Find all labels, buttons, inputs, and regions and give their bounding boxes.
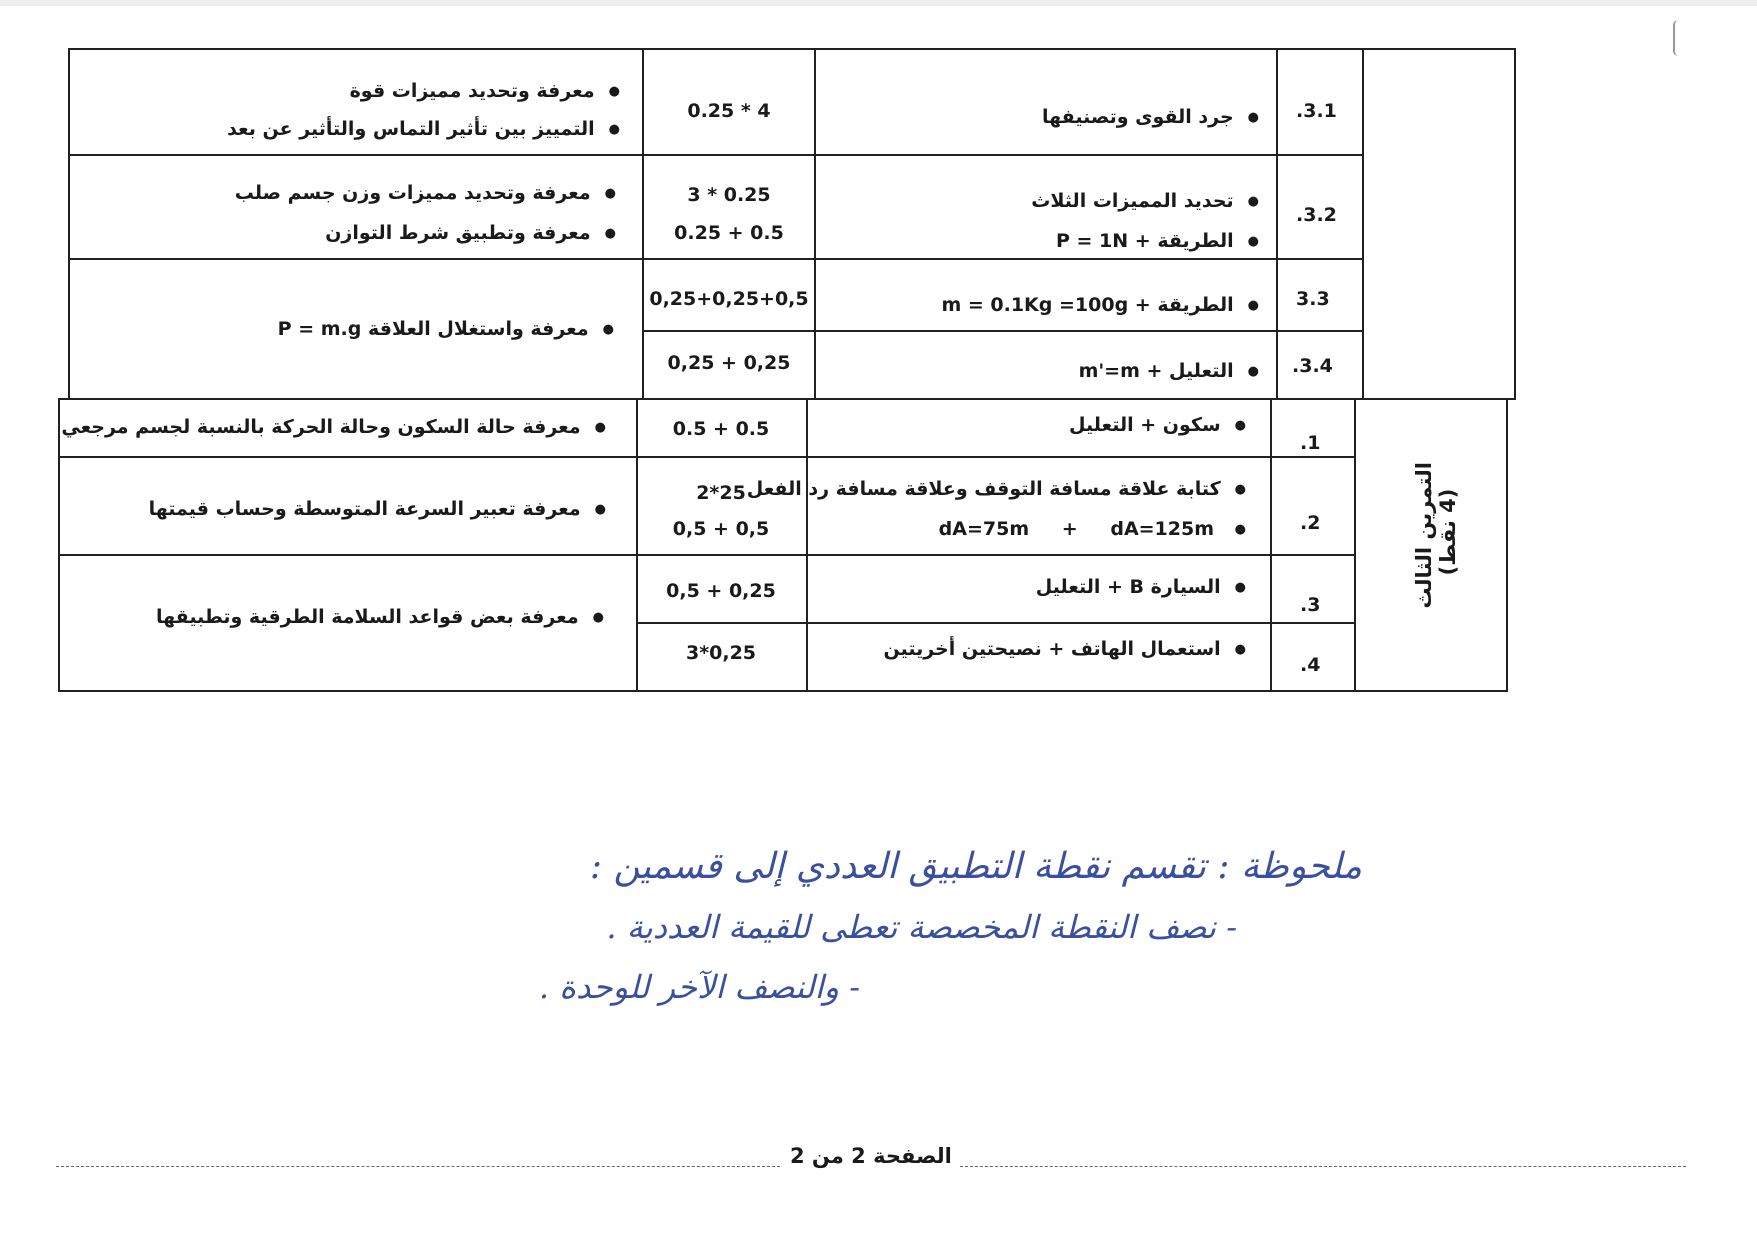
row-divider	[70, 154, 1362, 156]
answer-item: ●التعليل + m'=m	[1078, 360, 1259, 382]
exercise-label	[1412, 462, 1460, 609]
score: 0.25 + 0.5	[674, 222, 784, 244]
answer-item: ●السيارة B + التعليل	[1035, 576, 1246, 598]
row-divider	[636, 622, 1354, 624]
column-divider	[1362, 50, 1364, 398]
row-divider	[642, 330, 1362, 332]
question-number: .3	[1300, 594, 1321, 616]
handwritten-note-line-2: - نصف النقطة المخصصة تعطى للقيمة العددية .	[606, 908, 1237, 946]
column-divider	[1276, 50, 1278, 398]
footer-rule-right	[960, 1166, 1686, 1167]
page-number: الصفحة 2 من 2	[790, 1144, 952, 1168]
row-divider	[60, 456, 1354, 458]
answer-item: ●تحديد المميزات الثلاث	[1031, 190, 1259, 212]
column-divider	[1354, 400, 1356, 690]
score: 0,5 + 0,5	[672, 518, 770, 540]
handwritten-note-line-1: ملحوظة : تقسم نقطة التطبيق العددي إلى قسمين :	[589, 846, 1362, 887]
answer-item: ●استعمال الهاتف + نصيحتين أخريتين	[883, 638, 1246, 660]
score: 0,5 + 0,25	[666, 580, 776, 602]
question-number: 3.3	[1296, 288, 1330, 310]
answer-item: ●جرد القوى وتصنيفها	[1041, 106, 1259, 128]
answer-item: ●الطريقة + P = 1N	[1055, 230, 1259, 252]
row-divider	[70, 258, 1362, 260]
question-number: .3.4	[1292, 355, 1333, 377]
score: 0.5 + 0.5	[672, 418, 770, 440]
answer-item: ●كتابة علاقة مسافة التوقف وعلاقة مسافة رد الفعل	[746, 478, 1246, 500]
score: 0.25 * 4	[687, 100, 771, 122]
handwritten-note-line-3: - والنصف الآخر للوحدة .	[538, 968, 860, 1006]
skill-item: ●معرفة واستغلال العلاقة P = m.g	[277, 318, 614, 340]
skill-item: ●التمييز بين تأثير التماس والتأثير عن بعد	[227, 118, 620, 140]
footer-rule-left	[56, 1166, 780, 1167]
skill-item: ●معرفة وتطبيق شرط التوازن	[325, 222, 616, 244]
score: 2*25	[696, 482, 746, 504]
score: 3*0,25	[685, 642, 757, 664]
skill-item: ●معرفة تعبير السرعة المتوسطة وحساب قيمتها	[148, 498, 606, 520]
column-divider	[1270, 400, 1272, 690]
answer-formula: dA=75m + dA=125m ●	[938, 518, 1246, 540]
score: 3 * 0.25	[687, 184, 771, 206]
grading-table-upper	[68, 48, 1516, 400]
answer-item: ●الطريقة + m = 0.1Kg =100g	[941, 294, 1259, 316]
skill-item: ●معرفة وتحديد مميزات وزن جسم صلب	[234, 182, 616, 204]
question-number: .3.2	[1296, 204, 1337, 226]
question-number: .2	[1300, 512, 1321, 534]
score: 0,25 + 0,25	[667, 352, 791, 374]
skill-item: ●معرفة حالة السكون وحالة الحركة بالنسبة لجسم مرجعي	[61, 416, 606, 438]
skill-item: ●معرفة بعض قواعد السلامة الطرقية وتطبيقها	[156, 606, 604, 628]
question-number: .3.1	[1296, 100, 1337, 122]
grading-table-lower	[58, 398, 1508, 692]
exercise-points: (4 نقط)	[1436, 488, 1460, 576]
score: 0,25+0,25+0,5	[649, 288, 809, 310]
question-number: .4	[1300, 654, 1321, 676]
scan-corner-mark	[1673, 20, 1683, 56]
exercise-title: التمرين الثالث	[1412, 462, 1436, 609]
row-divider	[60, 554, 1354, 556]
skill-item: ●معرفة وتحديد مميزات قوة	[349, 80, 620, 102]
question-number: .1	[1300, 432, 1321, 454]
scan-top-edge	[0, 0, 1757, 6]
answer-item: ●سكون + التعليل	[1069, 414, 1246, 436]
